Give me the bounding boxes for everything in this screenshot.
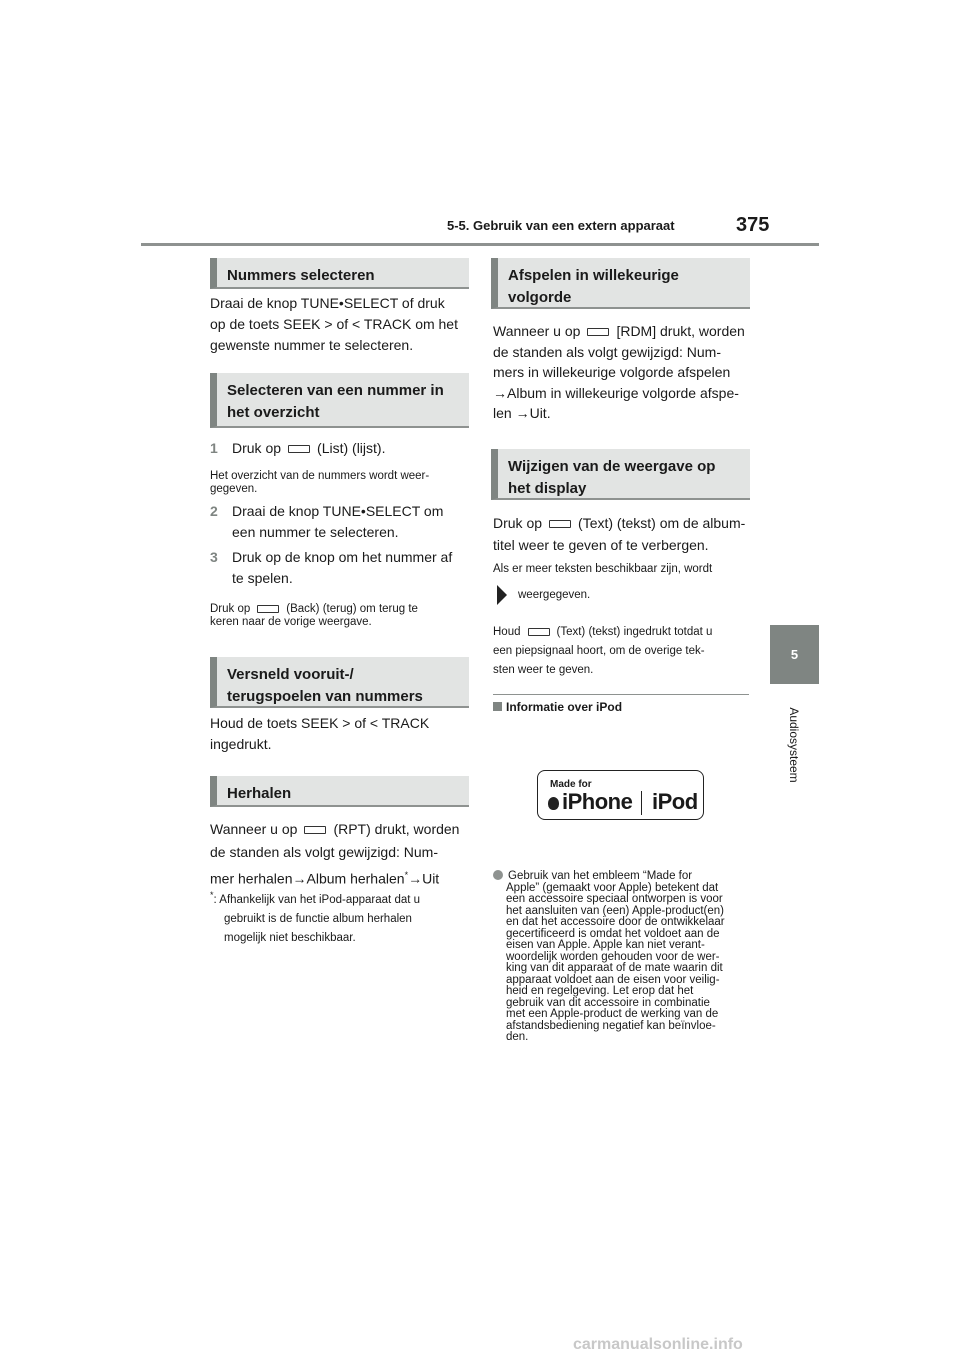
text-line: op de toets SEEK > of < TRACK om het — [210, 316, 458, 332]
text-line: Album in willekeurige volgorde afspe- — [507, 384, 739, 401]
step-text: te spelen. — [232, 570, 293, 586]
heading-text: Wijzigen van de weergave op — [508, 458, 716, 475]
heading-willekeurig — [491, 258, 750, 309]
note-hold — [493, 623, 755, 680]
text-line: Wanneer u op — [210, 821, 298, 837]
text-line: (Back) (terug) om terug te — [286, 603, 418, 615]
text-line: Uit. — [529, 405, 551, 422]
text-line: : Afhankelijk van het iPod-apparaat dat u — [213, 893, 421, 906]
step-number: 1 — [210, 440, 218, 456]
text-line: mogelijk niet beschikbaar. — [224, 931, 356, 944]
heading-nummers-selecteren — [210, 258, 469, 289]
text-line: ingedrukt. — [210, 736, 272, 752]
heading-text: volgorde — [508, 289, 572, 306]
text-line: Uit — [422, 870, 440, 887]
step-text: Draai de knop TUNE•SELECT om — [232, 503, 444, 519]
badge-iphone — [548, 789, 632, 815]
text-line: keren naar de vorige weergave. — [210, 616, 372, 628]
arrow-icon: → — [292, 870, 307, 887]
bullet-icon — [493, 870, 503, 880]
footnote — [210, 886, 472, 948]
text-line: [RDM] drukt, worden — [616, 323, 745, 339]
text-line: Het overzicht van de nummers wordt weer- — [210, 470, 430, 482]
heading-text: Selecteren van een nummer in — [227, 382, 444, 399]
section-title: 5-5. Gebruik van een extern apparaat — [447, 218, 675, 233]
step-3 — [210, 547, 472, 589]
rpt-button-icon — [304, 826, 326, 834]
text-line: Als er meer teksten beschikbaar zijn, wordt — [493, 563, 713, 575]
step-2 — [210, 501, 472, 543]
info-title — [493, 700, 622, 714]
heading-versneld — [210, 657, 469, 708]
back-button-icon — [257, 605, 279, 613]
heading-text: Herhalen — [227, 785, 292, 802]
step-text: (List) (lijst). — [317, 440, 386, 456]
text-line: king van dit apparaat of de mate waarin dit — [506, 962, 723, 974]
heading-text: Nummers selecteren — [227, 267, 375, 284]
square-bullet-icon — [493, 702, 502, 711]
text-line: gewenste nummer te selecteren. — [210, 337, 414, 353]
text-line: de standen als volgt gewijzigd: Num- — [210, 844, 439, 860]
text-line: den. — [506, 1031, 529, 1043]
text-line: (RPT) drukt, worden — [333, 821, 460, 837]
text-line: Druk op — [210, 603, 251, 615]
chapter-number: 5 — [790, 647, 799, 662]
text-line: mers in willekeurige volgorde afspelen — [493, 364, 731, 381]
chapter-label: Audiosysteem — [787, 707, 801, 783]
step-number: 2 — [210, 503, 218, 519]
chapter-tab — [770, 625, 819, 684]
footnote-mark: * — [210, 890, 214, 900]
note-more-text-2: weergegeven. — [518, 589, 591, 601]
paragraph-select — [210, 293, 472, 356]
text-button-icon — [549, 520, 571, 528]
heading-text: Versneld vooruit-/ — [227, 666, 354, 683]
step-text: Druk op — [232, 440, 282, 456]
badge-ipod: iPod — [652, 789, 698, 814]
badge-iphone-text: iPhone — [562, 789, 633, 814]
paragraph-repeat — [210, 818, 472, 891]
badge-made-for: Made for — [550, 779, 592, 790]
text-line: Wanneer u op — [493, 323, 581, 339]
arrow-icon: → — [408, 870, 423, 887]
step-text: Druk op de knop om het nummer af — [232, 549, 453, 565]
step-1 — [210, 438, 472, 459]
step-number: 3 — [210, 549, 218, 565]
text-line: len — [493, 405, 512, 422]
text-button-icon — [528, 628, 550, 636]
badge-separator — [641, 791, 642, 815]
text-line: (Text) (tekst) om de album- — [578, 515, 746, 531]
text-line: Gebruik van het embleem “Made for — [508, 870, 693, 882]
text-line: Album herhalen — [306, 870, 405, 887]
heading-selecteren-overzicht — [210, 373, 469, 428]
note-overzicht — [210, 470, 472, 496]
text-line: eisen van Apple. Apple kan niet verant- — [506, 939, 705, 951]
page-number: 375 — [736, 214, 770, 236]
paragraph-seek — [210, 713, 472, 755]
made-for-iphone-ipod-badge — [537, 770, 704, 820]
text-line: het aansluiten van (een) Apple-product(en) — [506, 904, 725, 917]
arrow-icon: → — [493, 384, 507, 401]
text-line: een piepsignaal hoort, om de overige tek- — [493, 645, 705, 657]
heading-herhalen — [210, 776, 469, 807]
text-line: Draai de knop TUNE•SELECT of druk — [210, 295, 445, 311]
arrow-icon: → — [515, 405, 530, 422]
info-title-text: Informatie over iPod — [506, 700, 623, 714]
list-button-icon — [288, 445, 310, 453]
text-line: Apple” (gemaakt voor Apple) betekent dat — [506, 881, 719, 894]
play-arrow-icon — [497, 585, 509, 605]
text-line: en dat het accessoire door de ontwikkelaar — [506, 916, 725, 928]
text-line: gebruikt is de functie album herhalen — [224, 912, 412, 925]
text-line: Houd de toets SEEK > of < TRACK — [210, 715, 430, 731]
text-line: afstandsbediening negatief kan beïnvloe- — [506, 1019, 716, 1032]
apple-logo-icon — [548, 797, 559, 810]
note-more-text — [493, 563, 755, 576]
text-line: gebruik van dit accessoire in combinatie — [506, 996, 710, 1009]
heading-text: het overzicht — [227, 404, 320, 421]
text-line: apparaat voldoet aan de eisen voor veilig- — [506, 973, 720, 986]
text-line: gecertificeerd is omdat het voldoet aan de — [506, 927, 720, 940]
text-line: de standen als volgt gewijzigd: Num- — [493, 343, 722, 360]
text-line: heid en regelgeving. Let erop dat het — [506, 985, 694, 997]
heading-text: terugspoelen van nummers — [227, 688, 423, 705]
heading-text: Afspelen in willekeurige — [508, 267, 679, 284]
footnote-mark: * — [404, 870, 409, 880]
text-line: een accessoire speciaal ontworpen is voor — [506, 893, 723, 905]
text-line: Houd — [493, 626, 521, 638]
text-line: met een Apple-product de werking van de — [506, 1008, 719, 1020]
heading-text: het display — [508, 480, 587, 497]
step-text: een nummer te selecteren. — [232, 524, 399, 540]
paragraph-random — [493, 321, 755, 424]
text-line: (Text) (tekst) ingedrukt totdat u — [556, 626, 713, 638]
paragraph-text — [493, 512, 755, 556]
text-line: titel weer te geven of te verbergen. — [493, 537, 709, 553]
text-line: sten weer te geven. — [493, 664, 594, 676]
text-line: Druk op — [493, 515, 543, 531]
note-back — [210, 603, 472, 629]
text-line: gegeven. — [210, 483, 258, 495]
header-rule — [141, 243, 819, 246]
rdm-button-icon — [587, 328, 609, 336]
bullet-apple-info — [493, 870, 755, 1044]
text-line: mer herhalen — [210, 870, 293, 887]
heading-weergave — [491, 449, 750, 500]
watermark: carmanualsonline.info — [573, 1336, 743, 1353]
text-line: woordelijk worden gehouden voor de wer- — [506, 950, 720, 963]
divider — [493, 694, 749, 695]
